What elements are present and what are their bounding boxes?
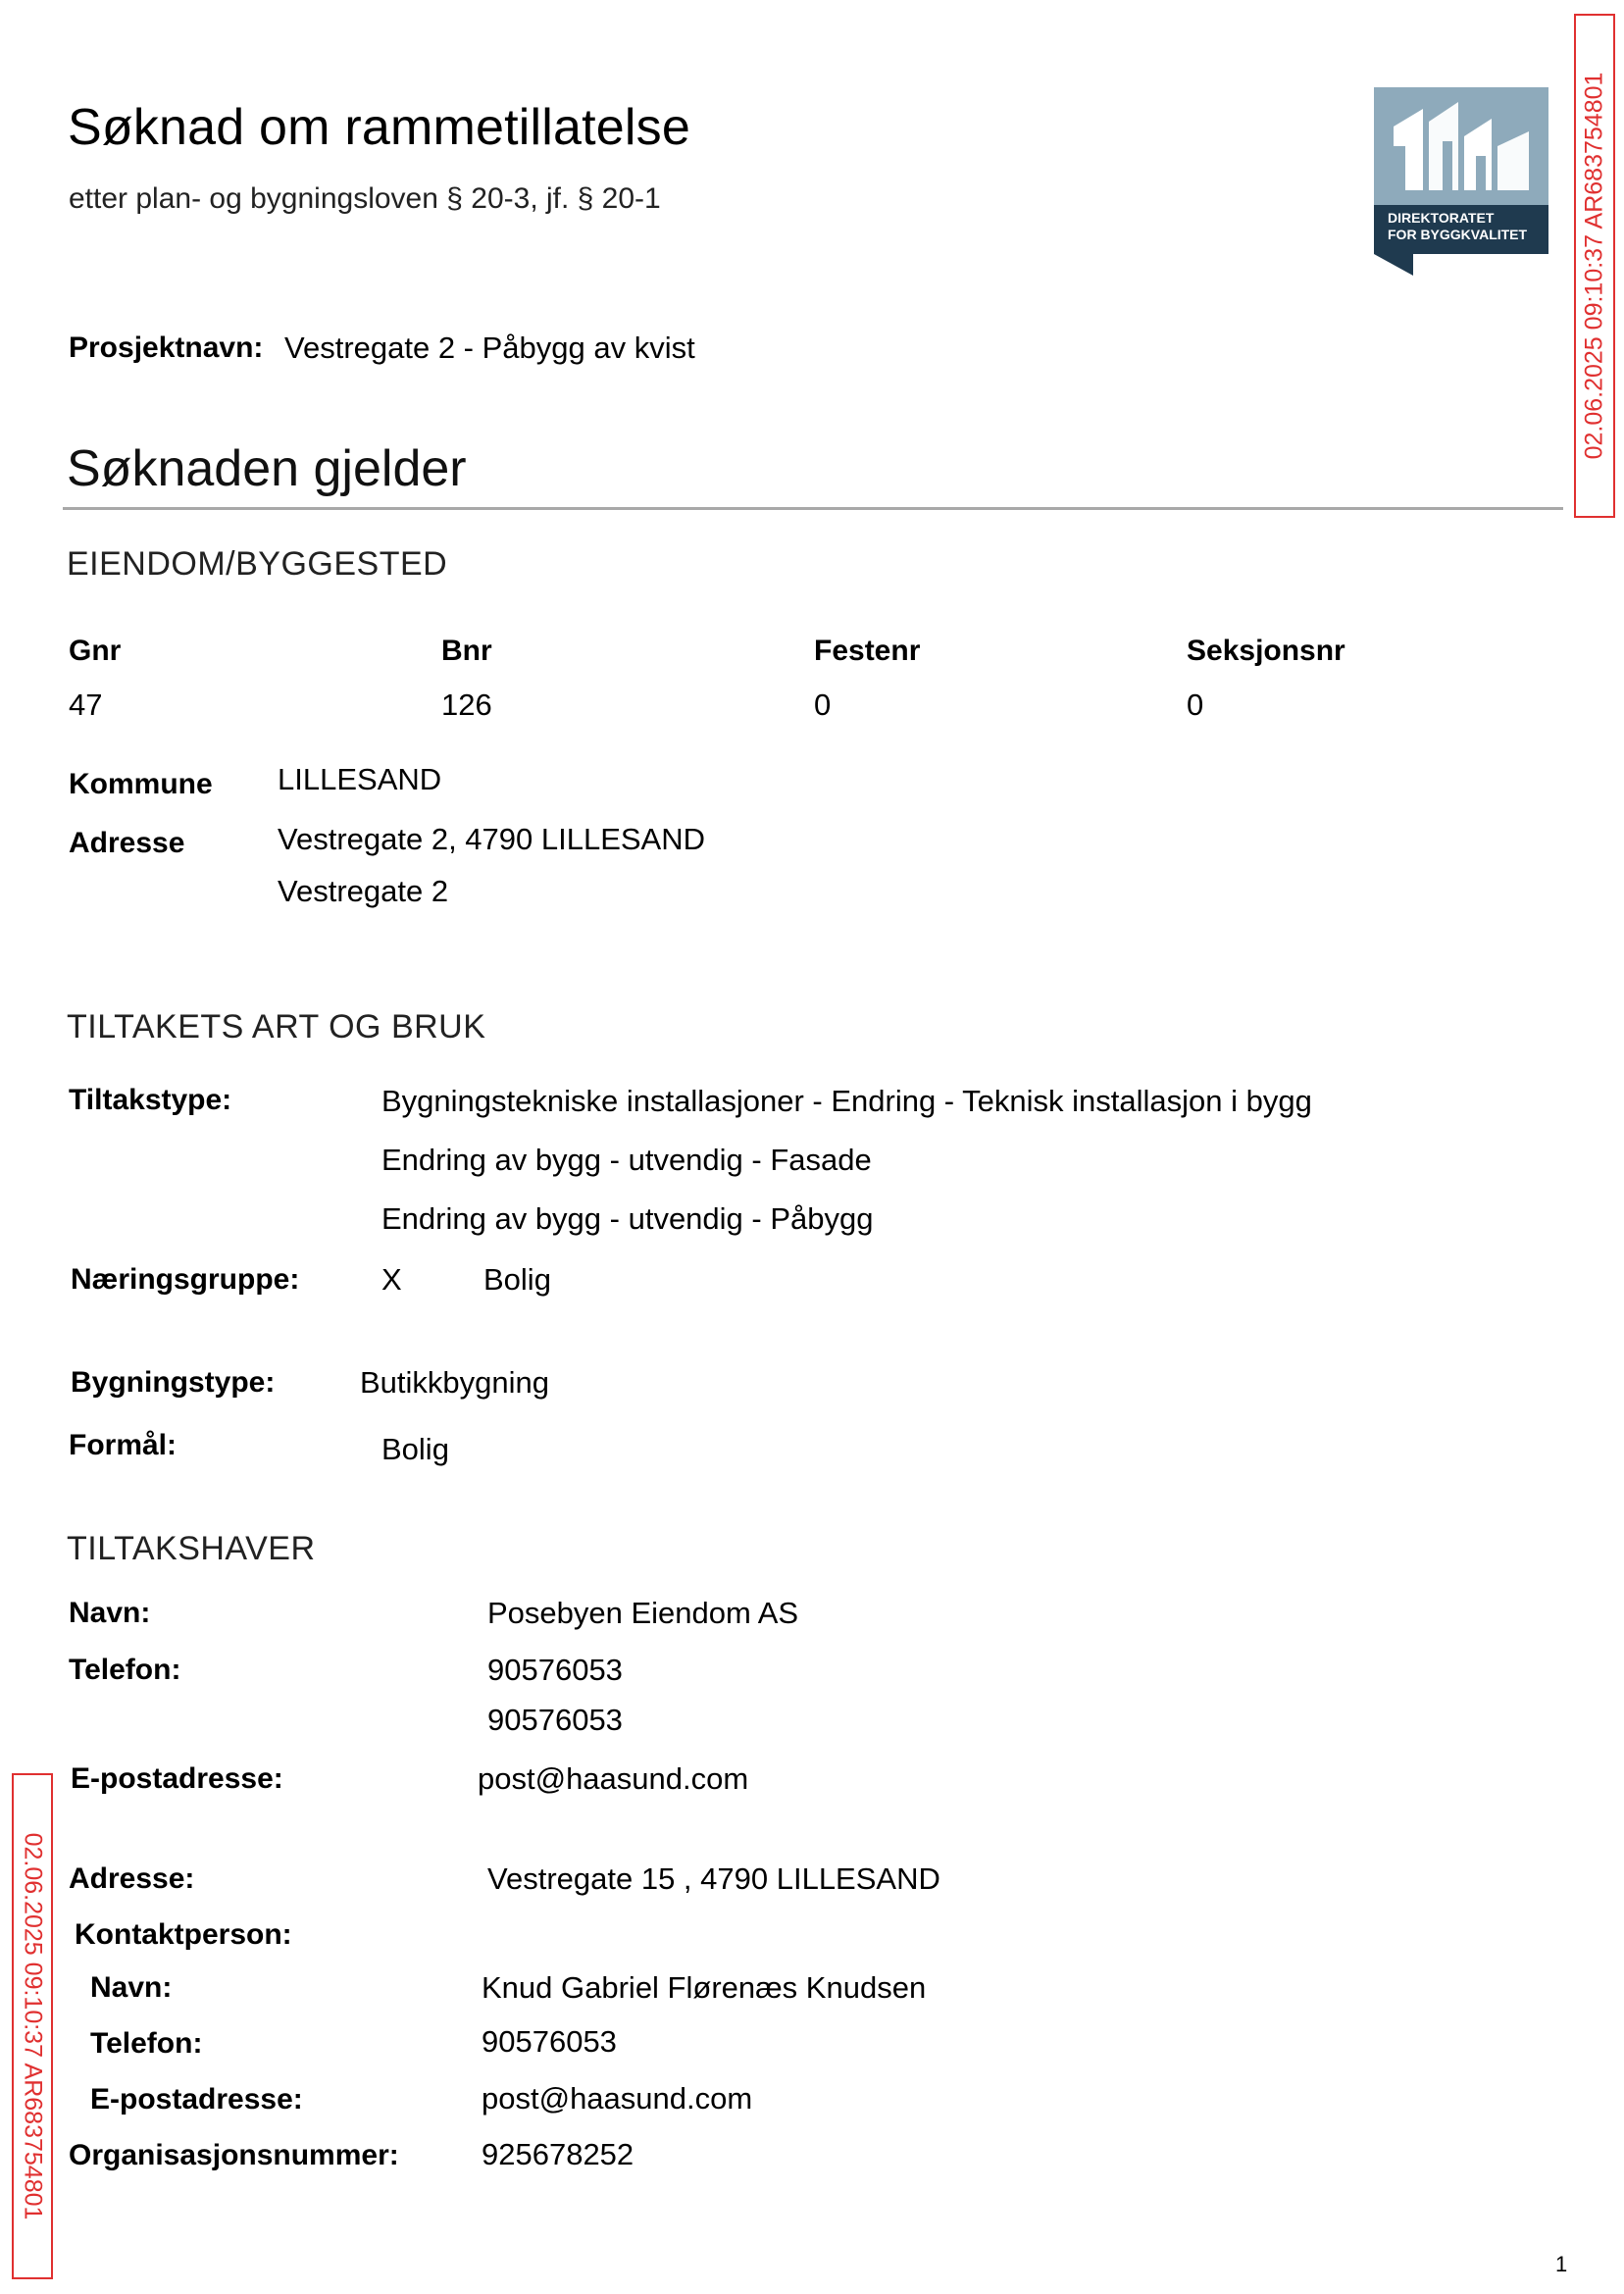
adresse-label: Adresse [69,827,185,859]
tiltakstype-value: Bygningstekniske installasjoner - Endring - Teknisk installasjon i bygg [381,1084,1312,1118]
epost-value: post@haasund.com [478,1761,749,1796]
stamp-right [1574,14,1615,518]
naeringsgruppe-value: Bolig [483,1262,551,1297]
kommune-label: Kommune [69,768,213,800]
col-bnr: Bnr [441,635,492,667]
bygningstype-value: Butikkbygning [360,1365,550,1400]
adresse-line: Vestregate 2, 4790 LILLESAND [278,822,706,856]
project-label: Prosjektnavn: [69,331,264,364]
col-seksjonsnr: Seksjonsnr [1187,635,1345,667]
tiltakstype-label: Tiltakstype: [69,1084,232,1116]
section-title: Søknaden gjelder [67,440,467,497]
section-divider [63,507,1563,510]
epost-label: E-postadresse: [71,1762,283,1795]
navn-value: Posebyen Eiendom AS [487,1596,799,1630]
tiltak-heading: TILTAKETS ART OG BRUK [67,1008,486,1045]
kommune-value: LILLESAND [278,762,442,796]
col-festenr: Festenr [814,635,921,667]
value-bnr: 126 [441,688,492,722]
project-value: Vestregate 2 - Påbygg av kvist [284,331,695,365]
telefon-label: Telefon: [69,1654,181,1686]
telefon-value: 90576053 [487,1703,623,1737]
document-subtitle: etter plan- og bygningsloven § 20-3, jf. § 20-1 [69,182,661,215]
naeringsgruppe-code: X [381,1262,402,1297]
kontakt-navn-value: Knud Gabriel Flørenæs Knudsen [482,1970,927,2005]
kontakt-telefon-label: Telefon: [90,2027,203,2060]
tiltakstype-value: Endring av bygg - utvendig - Fasade [381,1143,872,1177]
org-value: 925678252 [482,2137,634,2171]
formal-label: Formål: [69,1429,178,1461]
formal-value: Bolig [381,1432,449,1466]
kontakt-epost-value: post@haasund.com [482,2081,753,2116]
th-adresse-value: Vestregate 15 , 4790 LILLESAND [487,1861,940,1896]
tiltakshaver-heading: TILTAKSHAVER [67,1530,316,1567]
telefon-value: 90576053 [487,1653,623,1687]
document-title: Søknad om rammetillatelse [68,99,690,156]
stamp-text: 02.06.2025 09:10:37 AR683754801 [19,1832,47,2220]
page-number: 1 [1555,2252,1568,2276]
org-label: Organisasjonsnummer: [69,2139,399,2171]
kontaktperson-label: Kontaktperson: [75,1918,292,1951]
naeringsgruppe-label: Næringsgruppe: [71,1263,300,1296]
value-seksjonsnr: 0 [1187,688,1204,722]
property-heading: EIENDOM/BYGGESTED [67,545,448,583]
navn-label: Navn: [69,1597,151,1629]
tiltakstype-value: Endring av bygg - utvendig - Påbygg [381,1201,874,1236]
value-festenr: 0 [814,688,832,722]
dibk-logo [1374,87,1548,276]
stamp-text: 02.06.2025 09:10:37 AR683754801 [1580,72,1608,460]
col-gnr: Gnr [69,635,122,667]
adresse-line: Vestregate 2 [278,874,449,908]
kontakt-navn-label: Navn: [90,1971,173,2004]
stamp-left [12,1773,53,2279]
kontakt-epost-label: E-postadresse: [90,2083,303,2116]
logo-text: DIREKTORATET FOR BYGGKVALITET [1388,210,1528,242]
bygningstype-label: Bygningstype: [71,1366,276,1399]
kontakt-telefon-value: 90576053 [482,2024,617,2059]
th-adresse-label: Adresse: [69,1862,195,1895]
value-gnr: 47 [69,688,103,722]
